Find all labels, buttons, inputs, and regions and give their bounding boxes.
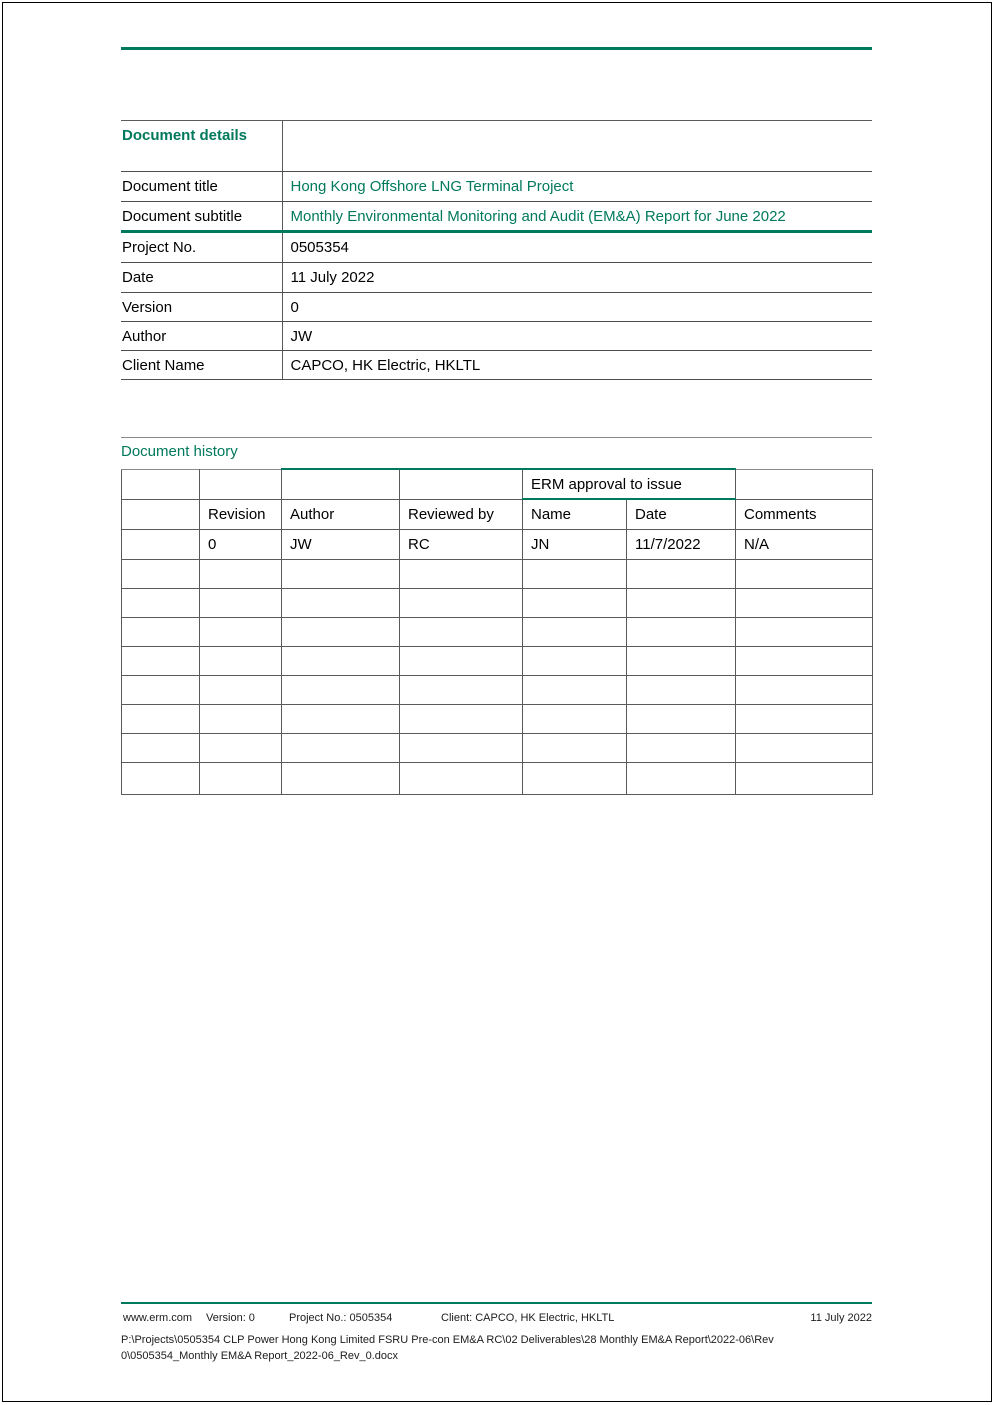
history-empty-cell	[736, 676, 873, 705]
footer-project-no: Project No.: 0505354	[289, 1312, 393, 1324]
history-empty-cell	[122, 734, 200, 763]
history-empty-cell	[200, 560, 282, 589]
history-empty-cell	[736, 618, 873, 647]
history-empty-cell	[122, 676, 200, 705]
history-empty-cell	[736, 763, 873, 795]
history-empty-cell	[523, 647, 627, 676]
history-cell-blank	[736, 469, 873, 499]
history-empty-cell	[282, 734, 400, 763]
history-erm-approval-header: ERM approval to issue	[523, 469, 736, 499]
footer-website: www.erm.com	[123, 1312, 193, 1324]
footer-info-line	[121, 1312, 872, 1328]
history-empty-cell	[627, 734, 736, 763]
history-empty-cell	[400, 560, 523, 589]
history-header-cell: Comments	[736, 499, 873, 530]
history-empty-cell	[400, 676, 523, 705]
history-empty-cell	[200, 763, 282, 795]
history-empty-cell	[627, 705, 736, 734]
details-row-client-name	[121, 351, 872, 380]
history-empty-cell	[736, 647, 873, 676]
document-page	[2, 2, 992, 1402]
history-empty-cell	[400, 763, 523, 795]
history-empty-cell	[200, 647, 282, 676]
history-empty-cell	[282, 705, 400, 734]
history-empty-cell	[627, 618, 736, 647]
history-empty-cell	[523, 676, 627, 705]
history-empty-cell	[200, 676, 282, 705]
history-header-cell: Revision	[200, 499, 282, 530]
history-data-cell: 0	[200, 530, 282, 560]
history-empty-cell	[122, 618, 200, 647]
details-row-version	[121, 293, 872, 322]
history-empty-cell	[200, 589, 282, 618]
history-empty-cell	[282, 589, 400, 618]
history-empty-cell	[736, 560, 873, 589]
history-empty-cell	[200, 734, 282, 763]
history-empty-cell	[122, 560, 200, 589]
history-divider-line	[121, 437, 872, 438]
history-empty-cell	[200, 618, 282, 647]
history-data-cell	[122, 530, 200, 560]
history-empty-row	[122, 763, 873, 795]
history-cell-blank	[122, 469, 200, 499]
history-empty-cell	[627, 763, 736, 795]
details-value: JW	[282, 322, 872, 351]
history-empty-cell	[400, 647, 523, 676]
history-header-cell: Reviewed by	[400, 499, 523, 530]
history-empty-cell	[627, 676, 736, 705]
details-value: 0	[282, 293, 872, 322]
details-value: 11 July 2022	[282, 263, 872, 293]
details-label: Project No.	[121, 232, 282, 263]
details-row-author	[121, 322, 872, 351]
history-empty-cell	[523, 734, 627, 763]
history-header-cell: Author	[282, 499, 400, 530]
history-column-header-row	[122, 499, 873, 530]
history-data-cell: N/A	[736, 530, 873, 560]
history-empty-cell	[523, 560, 627, 589]
history-empty-cell	[736, 589, 873, 618]
document-history-table	[121, 468, 873, 795]
history-empty-cell	[282, 560, 400, 589]
history-data-cell: JW	[282, 530, 400, 560]
footer-date: 11 July 2022	[810, 1312, 872, 1324]
history-empty-cell	[523, 618, 627, 647]
history-header-cell	[122, 499, 200, 530]
footer-file-path: P:\Projects\0505354 CLP Power Hong Kong Limited FSRU Pre-con EM&A RC\02 Deliverables\28 Monthly EM&A Report\2022-06\Rev 0\0505354_Monthly EM&A Report_2022-06_Rev_0.docx	[121, 1334, 774, 1362]
history-empty-row	[122, 589, 873, 618]
history-cell-blank	[400, 469, 523, 499]
history-empty-cell	[122, 647, 200, 676]
details-value: CAPCO, HK Electric, HKLTL	[282, 351, 872, 380]
history-empty-cell	[400, 589, 523, 618]
history-empty-cell	[400, 705, 523, 734]
history-empty-cell	[200, 705, 282, 734]
history-empty-cell	[282, 647, 400, 676]
header-rule	[121, 47, 872, 50]
history-empty-cell	[627, 560, 736, 589]
details-heading: Document details	[121, 121, 282, 172]
history-empty-cell	[122, 705, 200, 734]
history-empty-cell	[627, 647, 736, 676]
history-data-cell: JN	[523, 530, 627, 560]
details-label: Document title	[121, 172, 282, 202]
history-cell-blank	[282, 469, 400, 499]
details-row-date	[121, 263, 872, 293]
details-label: Date	[121, 263, 282, 293]
history-empty-row	[122, 705, 873, 734]
footer-client: Client: CAPCO, HK Electric, HKLTL	[441, 1312, 615, 1324]
history-empty-cell	[736, 734, 873, 763]
history-empty-cell	[282, 676, 400, 705]
details-row-project-no	[121, 232, 872, 263]
history-empty-cell	[523, 705, 627, 734]
document-details-table	[121, 120, 872, 380]
history-cell-blank	[200, 469, 282, 499]
details-label: Version	[121, 293, 282, 322]
details-header-row	[121, 121, 872, 172]
details-label: Document subtitle	[121, 202, 282, 232]
footer-version: Version: 0	[206, 1312, 255, 1324]
history-data-cell: RC	[400, 530, 523, 560]
history-empty-cell	[400, 734, 523, 763]
history-empty-row	[122, 618, 873, 647]
history-header-cell: Name	[523, 499, 627, 530]
history-empty-row	[122, 676, 873, 705]
details-label: Author	[121, 322, 282, 351]
history-empty-cell	[122, 763, 200, 795]
history-empty-cell	[523, 763, 627, 795]
history-empty-cell	[282, 618, 400, 647]
history-empty-row	[122, 647, 873, 676]
details-value: Hong Kong Offshore LNG Terminal Project	[282, 172, 872, 202]
history-empty-row	[122, 560, 873, 589]
details-label: Client Name	[121, 351, 282, 380]
history-empty-cell	[736, 705, 873, 734]
history-empty-cell	[122, 589, 200, 618]
footer-rule	[121, 1302, 872, 1304]
history-empty-cell	[400, 618, 523, 647]
history-data-row	[122, 530, 873, 560]
history-data-cell: 11/7/2022	[627, 530, 736, 560]
details-row-title	[121, 172, 872, 202]
details-value: Monthly Environmental Monitoring and Audit (EM&A) Report for June 2022	[282, 202, 872, 232]
details-header-spacer	[282, 121, 872, 172]
history-heading: Document history	[121, 443, 238, 460]
history-empty-cell	[282, 763, 400, 795]
history-approval-row	[122, 469, 873, 499]
history-header-cell: Date	[627, 499, 736, 530]
details-value: 0505354	[282, 232, 872, 263]
history-empty-row	[122, 734, 873, 763]
history-empty-cell	[523, 589, 627, 618]
details-row-subtitle	[121, 202, 872, 232]
history-empty-cell	[627, 589, 736, 618]
